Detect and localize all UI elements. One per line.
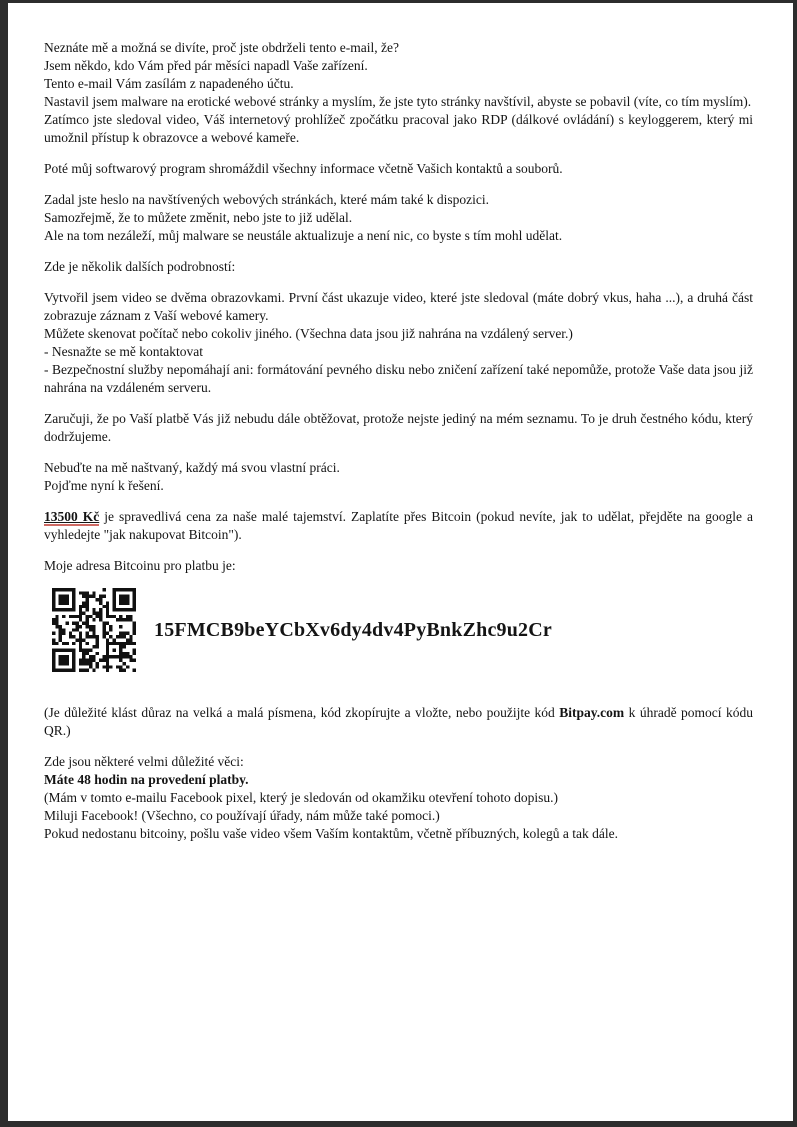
bitpay-brand: Bitpay.com bbox=[559, 705, 625, 720]
price-text: je spravedlivá cena za naše malé tajemství. Zaplatíte přes Bitcoin (pokud nevíte, jak to udělat, přejděte na google a vyhledejte "jak nakupovat Bitcoin"). bbox=[44, 509, 753, 542]
text-line: Samozřejmě, že to můžete změnit, nebo jste to již udělal. bbox=[44, 210, 353, 225]
text-line: Vytvořil jsem video se dvěma obrazovkami. První část ukazuje video, které jste sledoval (máte dobrý vkus, haha ...), a druhá část zobrazuje záznam z Vaší webové kamery. bbox=[44, 290, 753, 323]
text-line: Jsem někdo, kdo Vám před pár měsíci napadl Vaše zařízení. bbox=[44, 58, 368, 73]
text-line: Zde je několik dalších podrobností: bbox=[44, 259, 236, 274]
text-line: Pokud nedostanu bitcoiny, pošlu vaše video všem Vaším kontaktům, včetně příbuzných, kolegů a tak dále. bbox=[44, 826, 619, 841]
text-line: Poté můj softwarový program shromáždil všechny informace včetně Vašich kontaktů a souborů. bbox=[44, 161, 563, 176]
text-line: Zde jsou některé velmi důležité věci: bbox=[44, 754, 244, 769]
collected-paragraph bbox=[44, 160, 753, 178]
qr-code-icon bbox=[52, 588, 136, 672]
text-line: Zatímco jste sledoval video, Váš internetový prohlížeč zpočátku pracoval jako RDP (dálkové ovládání) s keyloggerem, který mi umožnil přístup k obrazovce a webové kameře. bbox=[44, 112, 753, 145]
text-line bbox=[44, 704, 753, 740]
document-page bbox=[8, 3, 793, 1121]
details-heading bbox=[44, 258, 753, 276]
text-line: Nastavil jsem malware na erotické webové stránky a myslím, že jste tyto stránky navštívil, abyste se pobavil (víte, co tím myslím). bbox=[44, 94, 752, 109]
details-paragraph bbox=[44, 289, 753, 397]
price-amount: 13500 Kč bbox=[44, 509, 100, 524]
text-line: - Nesnažte se mě kontaktovat bbox=[44, 344, 203, 359]
text-line: - Bezpečnostní služby nepomáhají ani: formátování pevného disku nebo zničení zařízení také nepomůže, protože Vaše data jsou již nahrána na vzdáleném serveru. bbox=[44, 362, 753, 395]
text-line bbox=[44, 508, 753, 544]
text-line: (Mám v tomto e-mailu Facebook pixel, který je sledován od okamžiku otevření tohoto dopisu.) bbox=[44, 790, 559, 805]
note-after: k úhradě pomocí kódu QR.) bbox=[44, 705, 753, 738]
text-line: Neznáte mě a možná se divíte, proč jste obdrželi tento e-mail, že? bbox=[44, 40, 399, 55]
note-before: (Je důležité klást důraz na velká a malá písmena, kód zkopírujte a vložte, nebo použijte kód bbox=[44, 705, 560, 720]
letter-body bbox=[8, 3, 793, 843]
case-sensitivity-note bbox=[44, 704, 753, 740]
text-line: Zaručuji, že po Vaší platbě Vás již nebudu dále obtěžovat, protože nejste jediný na mém seznamu. To je druh čestného kódu, který dodržujeme. bbox=[44, 411, 753, 444]
bitcoin-address: 15FMCB9beYCbXv6dy4dv4PyBnkZhc9u2Cr bbox=[154, 619, 552, 641]
important-paragraph bbox=[44, 753, 753, 843]
text-line: Tento e-mail Vám zasílám z napadeného účtu. bbox=[44, 76, 294, 91]
text-line: Miluji Facebook! (Všechno, co používají úřady, nám může také pomoci.) bbox=[44, 808, 440, 823]
intro-paragraph bbox=[44, 39, 753, 147]
text-line: Můžete skenovat počítač nebo cokoliv jiného. (Všechna data jsou již nahrána na vzdálený server.) bbox=[44, 326, 573, 341]
guarantee-paragraph bbox=[44, 410, 753, 446]
price-paragraph bbox=[44, 508, 753, 544]
text-line: Ale na tom nezáleží, můj malware se neustále aktualizuje a není nic, co byste s tím mohl udělat. bbox=[44, 228, 563, 243]
text-line: Moje adresa Bitcoinu pro platbu je: bbox=[44, 558, 236, 573]
address-intro-paragraph bbox=[44, 557, 753, 575]
closing-paragraph bbox=[44, 459, 753, 495]
text-line: Nebuďte na mě naštvaný, každý má svou vlastní práci. bbox=[44, 460, 340, 475]
text-line: Zadal jste heslo na navštívených webových stránkách, které mám také k dispozici. bbox=[44, 192, 489, 207]
text-line: Pojďme nyní k řešení. bbox=[44, 478, 164, 493]
deadline-line: Máte 48 hodin na provedení platby. bbox=[44, 772, 249, 787]
bitcoin-payment-row bbox=[52, 588, 753, 672]
passwords-paragraph bbox=[44, 191, 753, 245]
